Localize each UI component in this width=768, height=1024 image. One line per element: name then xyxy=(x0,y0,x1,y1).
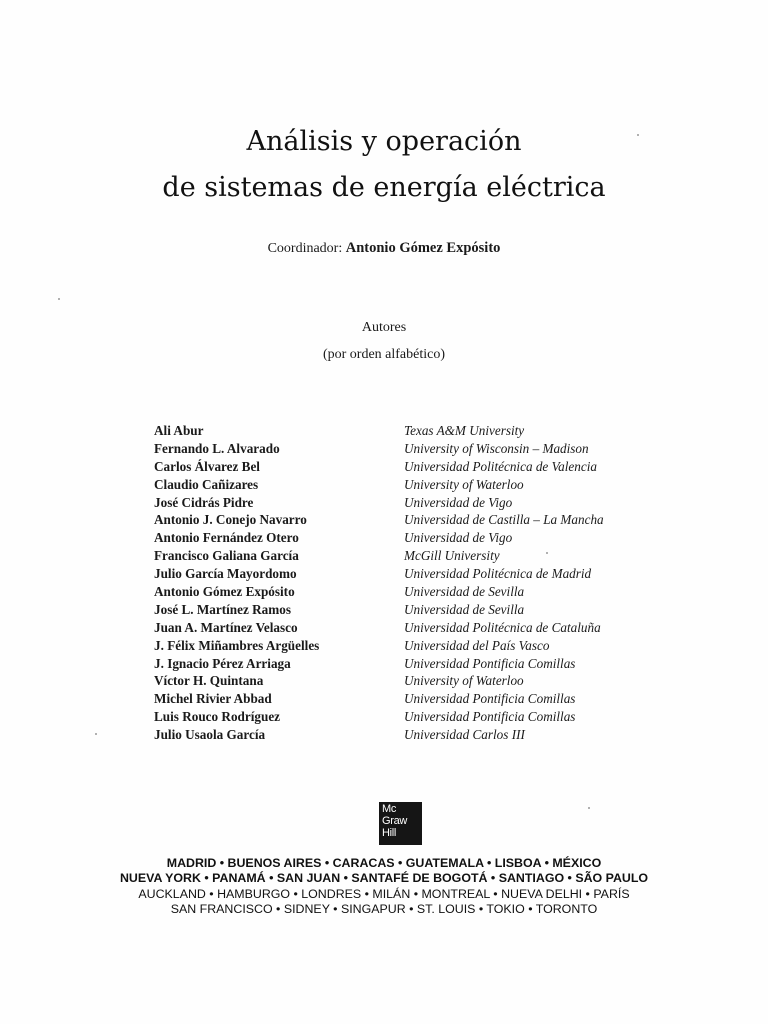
author-name: Julio Usaola García xyxy=(154,727,266,743)
author-affiliation: University of Waterloo xyxy=(404,673,524,689)
author-affiliation: Universidad Pontificia Comillas xyxy=(404,709,576,725)
authors-heading: Autores xyxy=(361,320,407,335)
author-name: Víctor H. Quintana xyxy=(154,673,264,689)
author-affiliation: Universidad Politécnica de Madrid xyxy=(404,566,592,582)
publisher-logo xyxy=(379,802,422,845)
author-name: José L. Martínez Ramos xyxy=(154,601,291,617)
author-name: Ali Abur xyxy=(154,423,204,438)
author-affiliation: Universidad Pontificia Comillas xyxy=(404,655,576,671)
author-affiliation: Universidad Politécnica de Cataluña xyxy=(404,619,601,635)
author-affiliation: University of Waterloo xyxy=(404,476,524,492)
author-affiliation: Universidad de Castilla – La Mancha xyxy=(404,512,604,528)
logo-text-line-3: Hill xyxy=(382,827,397,839)
author-name: Julio García Mayordomo xyxy=(154,566,297,582)
author-name: Fernando L. Alvarado xyxy=(154,440,280,456)
logo-text-line-1: Mc xyxy=(382,803,397,815)
author-row xyxy=(154,708,714,726)
author-name: Carlos Álvarez Bel xyxy=(154,458,260,474)
author-name: José Cidrás Pidre xyxy=(154,494,254,510)
logo-text-line-2: Graw xyxy=(382,815,408,827)
author-row xyxy=(154,547,714,565)
author-row xyxy=(154,726,714,744)
author-name: Luis Rouco Rodríguez xyxy=(154,709,281,725)
author-name: J. Félix Miñambres Argüelles xyxy=(154,637,320,653)
book-title-line-1: Análisis y operación xyxy=(246,126,522,157)
author-affiliation: Universidad de Sevilla xyxy=(404,601,525,617)
author-row xyxy=(154,458,714,476)
author-row xyxy=(154,583,714,601)
author-name: Antonio Fernández Otero xyxy=(154,530,299,546)
author-name: Michel Rivier Abbad xyxy=(154,691,272,707)
author-row xyxy=(154,619,714,637)
author-affiliation: Universidad Carlos III xyxy=(404,727,525,743)
author-row xyxy=(154,601,714,619)
author-row xyxy=(154,494,714,512)
author-row xyxy=(154,511,714,529)
coordinator-line xyxy=(0,240,768,257)
author-row xyxy=(154,637,714,655)
cities-line-4: SAN FRANCISCO • SIDNEY • SINGAPUR • ST. LOUIS • TOKIO • TORONTO xyxy=(170,902,598,917)
author-row xyxy=(154,565,714,583)
author-affiliation: University of Wisconsin – Madison xyxy=(404,440,589,456)
coordinator-name: Antonio Gómez Expósito xyxy=(345,240,501,256)
coordinator-label: Coordinador: xyxy=(267,241,343,256)
cities-line-2: NUEVA YORK • PANAMÁ • SAN JUAN • SANTAFÉ DE BOGOTÁ • SANTIAGO • SÃO PAULO xyxy=(119,871,649,886)
authors-list xyxy=(154,422,714,744)
author-affiliation: McGill University xyxy=(404,548,500,564)
author-row xyxy=(154,690,714,708)
author-name: Francisco Galiana García xyxy=(154,548,299,564)
author-name: Claudio Cañizares xyxy=(154,476,259,492)
author-row xyxy=(154,422,714,440)
author-name: Antonio Gómez Expósito xyxy=(154,584,295,600)
cities-line-1: MADRID • BUENOS AIRES • CARACAS • GUATEMALA • LISBOA • MÉXICO xyxy=(166,856,602,870)
publisher-cities xyxy=(0,856,768,918)
author-affiliation: Universidad de Sevilla xyxy=(404,584,525,600)
book-title-line-2: de sistemas de energía eléctrica xyxy=(162,172,606,203)
author-affiliation: Universidad del País Vasco xyxy=(404,637,550,653)
scan-speck xyxy=(58,298,60,300)
scan-speck xyxy=(546,552,548,554)
author-affiliation: Universidad Pontificia Comillas xyxy=(404,691,576,707)
author-name: Antonio J. Conejo Navarro xyxy=(154,512,307,528)
author-row xyxy=(154,655,714,673)
author-affiliation: Universidad de Vigo xyxy=(404,494,513,510)
author-affiliation: Texas A&M University xyxy=(404,423,525,438)
author-row xyxy=(154,476,714,494)
author-name: Juan A. Martínez Velasco xyxy=(154,619,298,635)
authors-order-note: (por orden alfabético) xyxy=(322,347,446,362)
author-row xyxy=(154,440,714,458)
author-name: J. Ignacio Pérez Arriaga xyxy=(154,655,291,671)
scan-speck xyxy=(637,134,639,136)
author-affiliation: Universidad Politécnica de Valencia xyxy=(404,458,597,474)
scan-speck xyxy=(588,807,590,809)
author-row xyxy=(154,672,714,690)
cities-line-3: AUCKLAND • HAMBURGO • LONDRES • MILÁN • MONTREAL • NUEVA DELHI • PARÍS xyxy=(138,886,630,901)
scan-speck xyxy=(95,733,97,735)
author-row xyxy=(154,529,714,547)
author-affiliation: Universidad de Vigo xyxy=(404,530,513,546)
